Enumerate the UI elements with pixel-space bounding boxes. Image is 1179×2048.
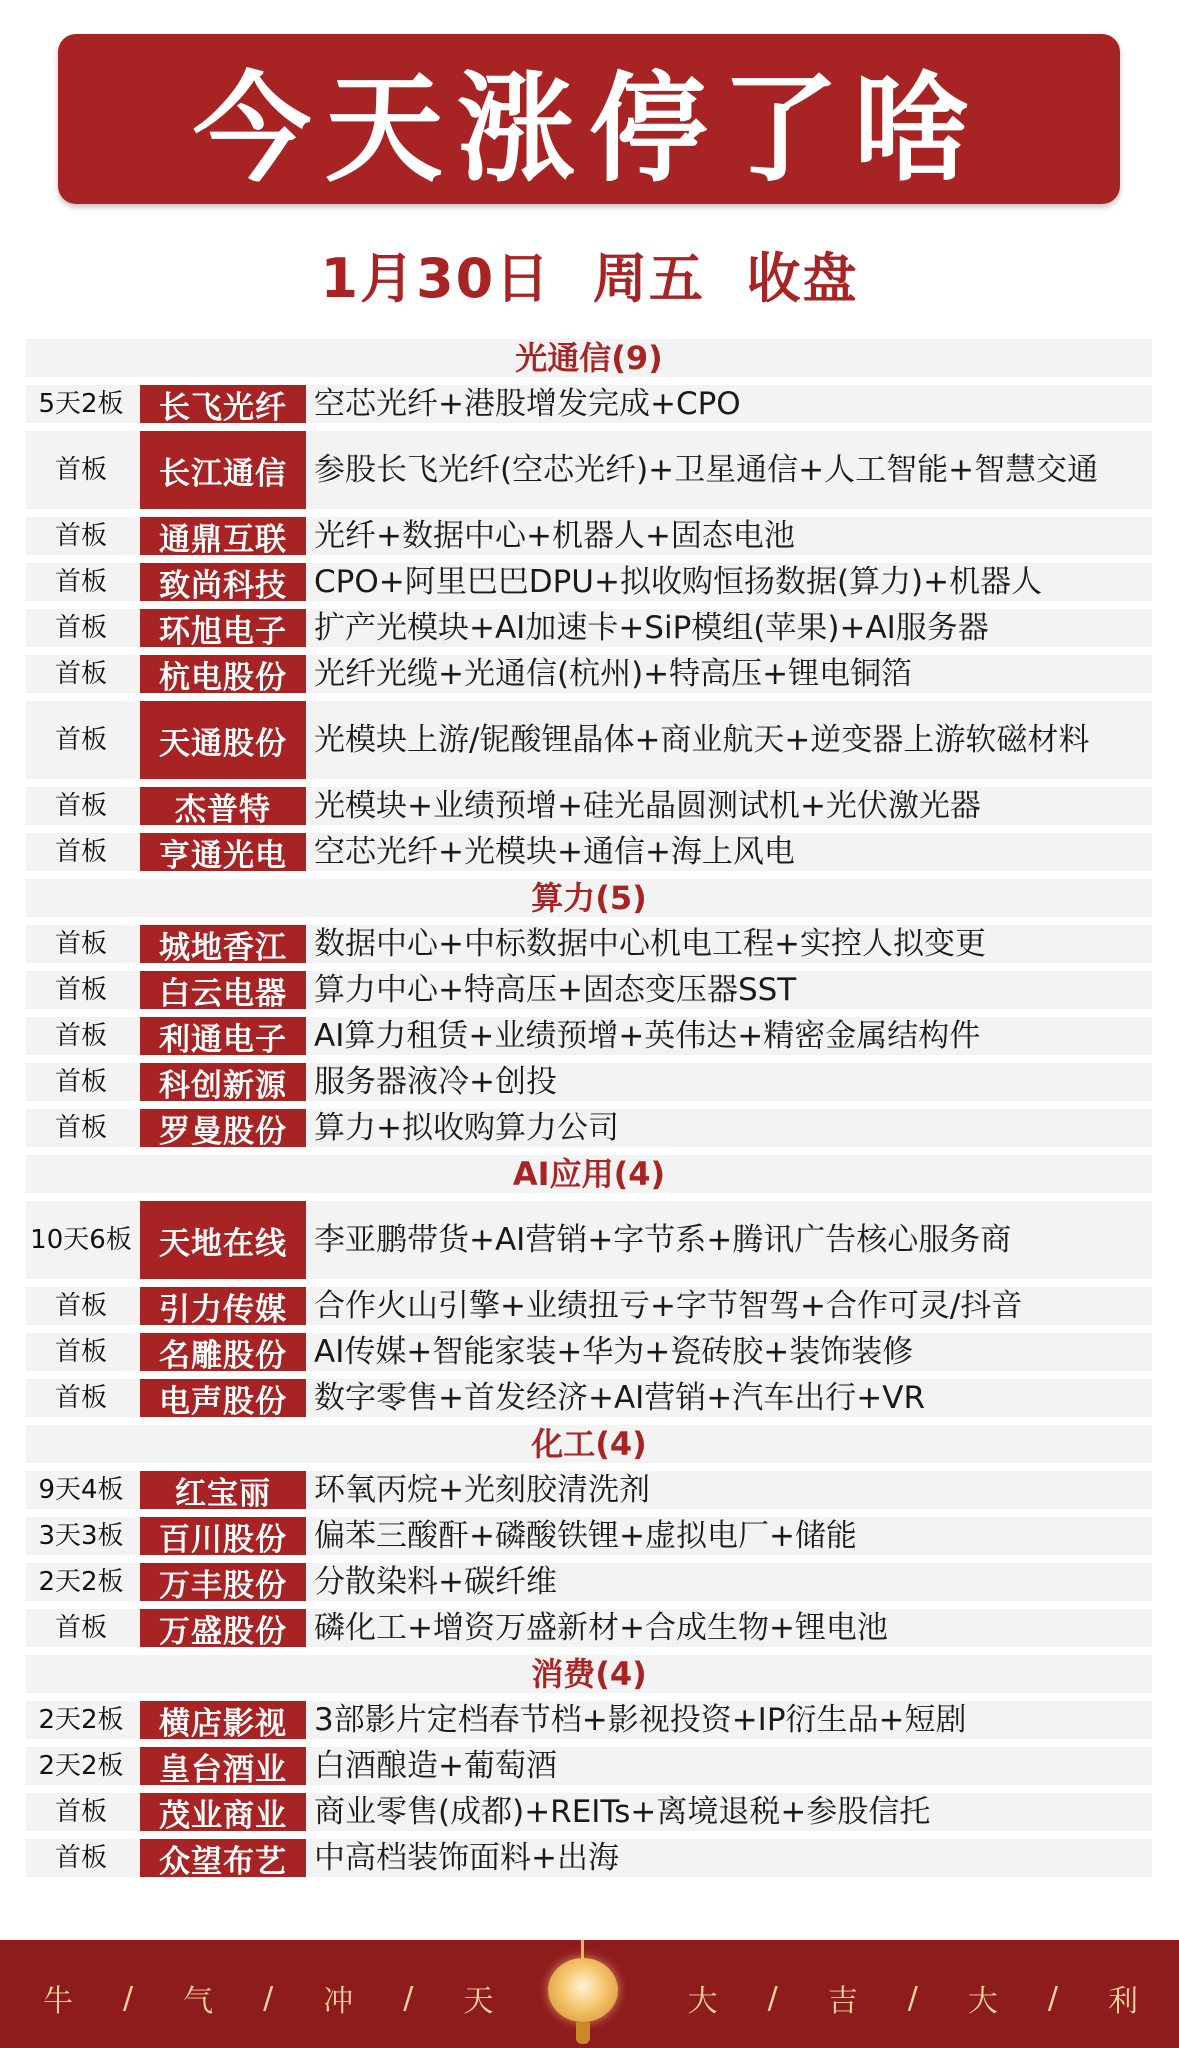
stock-themes: 偏苯三酸酐+磷酸铁锂+虚拟电厂+储能 [314,1518,857,1554]
board-count: 首板 [54,1067,107,1097]
stock-name: 横店影视 [140,1701,306,1739]
footer-banner [0,1940,1179,2048]
stock-name: 万盛股份 [140,1609,306,1647]
stock-name: 环旭电子 [140,609,306,647]
stock-name: 引力传媒 [140,1287,306,1325]
stock-themes: 服务器液冷+创投 [314,1064,557,1100]
slogan-char: 天 [463,1984,494,2019]
lantern-icon [548,1958,618,2022]
stock-row [26,1517,1152,1558]
stock-themes: 数据中心+中标数据中心机电工程+实控人拟变更 [314,926,986,962]
slogan-char: 牛 [43,1984,73,2019]
slogan-divider: / [767,1980,778,2016]
stock-name: 万丰股份 [140,1563,306,1601]
slogan-char: 大 [967,1984,998,2019]
board-count: 首板 [54,613,107,643]
stock-row [26,1563,1152,1604]
board-count: 2天2板 [38,1705,124,1735]
stock-row [26,1701,1152,1742]
stock-row [26,701,1152,779]
stock-row [26,1017,1152,1058]
date-subtitle: 1月30日 周五 收盘 [320,247,859,310]
stock-row [26,609,1152,650]
board-count: 首板 [54,567,107,597]
board-count: 首板 [54,791,107,821]
stock-name: 通鼎互联 [140,517,306,555]
board-count: 首板 [54,929,107,959]
board-count: 首板 [54,455,107,485]
stock-themes: 中高档装饰面料+出海 [314,1840,619,1876]
stock-name: 城地香江 [140,925,306,963]
page-title: 今天涨停了啥 [192,60,985,198]
stock-row [26,1287,1152,1328]
board-count: 10天6板 [30,1225,132,1255]
footer-slogan-right [663,1976,1163,2020]
section-header: AI应用(4) [26,1155,1152,1193]
stock-row [26,563,1152,604]
stock-row [26,1839,1152,1880]
stock-name: 电声股份 [140,1379,306,1417]
stock-themes: 光纤光缆+光通信(杭州)+特高压+锂电铜箔 [314,656,913,692]
stock-row [26,517,1152,558]
stock-row [26,833,1152,874]
section-header: 算力(5) [26,879,1152,917]
stock-row [26,1793,1152,1834]
stock-row [26,385,1152,426]
stock-name: 罗曼股份 [140,1109,306,1147]
stock-themes: 环氧丙烷+光刻胶清洗剂 [314,1472,650,1508]
stock-themes: 磷化工+增资万盛新材+合成生物+锂电池 [314,1610,888,1646]
stock-name: 皇台酒业 [140,1747,306,1785]
slogan-char: 吉 [827,1984,858,2019]
stock-themes: 光模块上游/铌酸锂晶体+商业航天+逆变器上游软磁材料 [314,722,1090,758]
stock-name: 天通股份 [140,701,306,779]
board-count: 首板 [54,1613,107,1643]
board-count: 首板 [54,837,107,867]
stock-themes: 光模块+业绩预增+硅光晶圆测试机+光伏激光器 [314,788,981,824]
stock-name: 长飞光纤 [140,385,306,423]
stock-themes: CPO+阿里巴巴DPU+拟收购恒扬数据(算力)+机器人 [314,564,1043,600]
stock-themes: 参股长飞光纤(空芯光纤)+卫星通信+人工智能+智慧交通 [314,452,1099,488]
board-count: 首板 [54,1337,107,1367]
stock-themes: 分散染料+碳纤维 [314,1564,557,1600]
stock-themes: AI算力租赁+业绩预增+英伟达+精密金属结构件 [314,1018,981,1054]
stock-name: 杰普特 [140,787,306,825]
stock-name: 名雕股份 [140,1333,306,1371]
stock-themes: 光纤+数据中心+机器人+固态电池 [314,518,795,554]
board-count: 首板 [54,1291,107,1321]
stock-row [26,787,1152,828]
stock-themes: 李亚鹏带货+AI营销+字节系+腾讯广告核心服务商 [314,1222,1012,1258]
board-count: 首板 [54,1797,107,1827]
section-header: 光通信(9) [26,339,1152,377]
lantern-tassel [576,2022,590,2044]
stock-row [26,431,1152,509]
board-count: 首板 [54,725,107,755]
slogan-divider: / [263,1980,274,2016]
stock-themes: 白酒酿造+葡萄酒 [314,1748,557,1784]
slogan-char: 冲 [323,1984,354,2019]
stock-row [26,1471,1152,1512]
stock-name: 杭电股份 [140,655,306,693]
board-count: 首板 [54,1021,107,1051]
slogan-char: 气 [183,1984,214,2019]
slogan-divider: / [403,1980,414,2016]
limit-up-board [26,339,1152,1885]
stock-themes: 扩产光模块+AI加速卡+SiP模组(苹果)+AI服务器 [314,610,989,646]
stock-name: 致尚科技 [140,563,306,601]
board-count: 首板 [54,1843,107,1873]
stock-themes: 算力+拟收购算力公司 [314,1110,619,1146]
stock-themes: 3部影片定档春节档+影视投资+IP衍生品+短剧 [314,1702,967,1738]
stock-row [26,925,1152,966]
stock-name: 红宝丽 [140,1471,306,1509]
board-count: 首板 [54,521,107,551]
stock-themes: 合作火山引擎+业绩扭亏+字节智驾+合作可灵/抖音 [314,1288,1023,1324]
title-banner [58,34,1120,204]
stock-name: 长江通信 [140,431,306,509]
board-count: 3天3板 [38,1521,124,1551]
stock-themes: AI传媒+智能家装+华为+瓷砖胶+装饰装修 [314,1334,914,1370]
stock-name: 利通电子 [140,1017,306,1055]
stock-name: 亨通光电 [140,833,306,871]
slogan-char: 大 [687,1984,718,2019]
stock-row [26,1333,1152,1374]
stock-themes: 商业零售(成都)+REITs+离境退税+参股信托 [314,1794,931,1830]
stock-themes: 算力中心+特高压+固态变压器SST [314,972,797,1008]
board-count: 2天2板 [38,1567,124,1597]
stock-name: 天地在线 [140,1201,306,1279]
board-count: 首板 [54,659,107,689]
board-count: 首板 [54,1383,107,1413]
board-count: 首板 [54,975,107,1005]
stock-row [26,1109,1152,1150]
board-count: 5天2板 [38,389,124,419]
stock-name: 茂业商业 [140,1793,306,1831]
section-header: 消费(4) [26,1655,1152,1693]
lantern-string [581,1940,584,1960]
slogan-char: 利 [1108,1984,1138,2019]
stock-name: 科创新源 [140,1063,306,1101]
slogan-divider: / [123,1980,134,2016]
stock-row [26,1063,1152,1104]
footer-slogan-left [18,1976,518,2020]
stock-row [26,1747,1152,1788]
stock-row [26,655,1152,696]
stock-row [26,971,1152,1012]
stock-name: 众望布艺 [140,1839,306,1877]
stock-row [26,1379,1152,1420]
stock-themes: 空芯光纤+光模块+通信+海上风电 [314,834,795,870]
section-header: 化工(4) [26,1425,1152,1463]
board-count: 9天4板 [38,1475,124,1505]
stock-name: 白云电器 [140,971,306,1009]
stock-themes: 数字零售+首发经济+AI营销+汽车出行+VR [314,1380,925,1416]
stock-themes: 空芯光纤+港股增发完成+CPO [314,386,741,422]
board-count: 2天2板 [38,1751,124,1781]
board-count: 首板 [54,1113,107,1143]
stock-name: 百川股份 [140,1517,306,1555]
slogan-divider: / [1047,1980,1058,2016]
stock-row [26,1609,1152,1650]
stock-row [26,1201,1152,1279]
slogan-divider: / [907,1980,918,2016]
